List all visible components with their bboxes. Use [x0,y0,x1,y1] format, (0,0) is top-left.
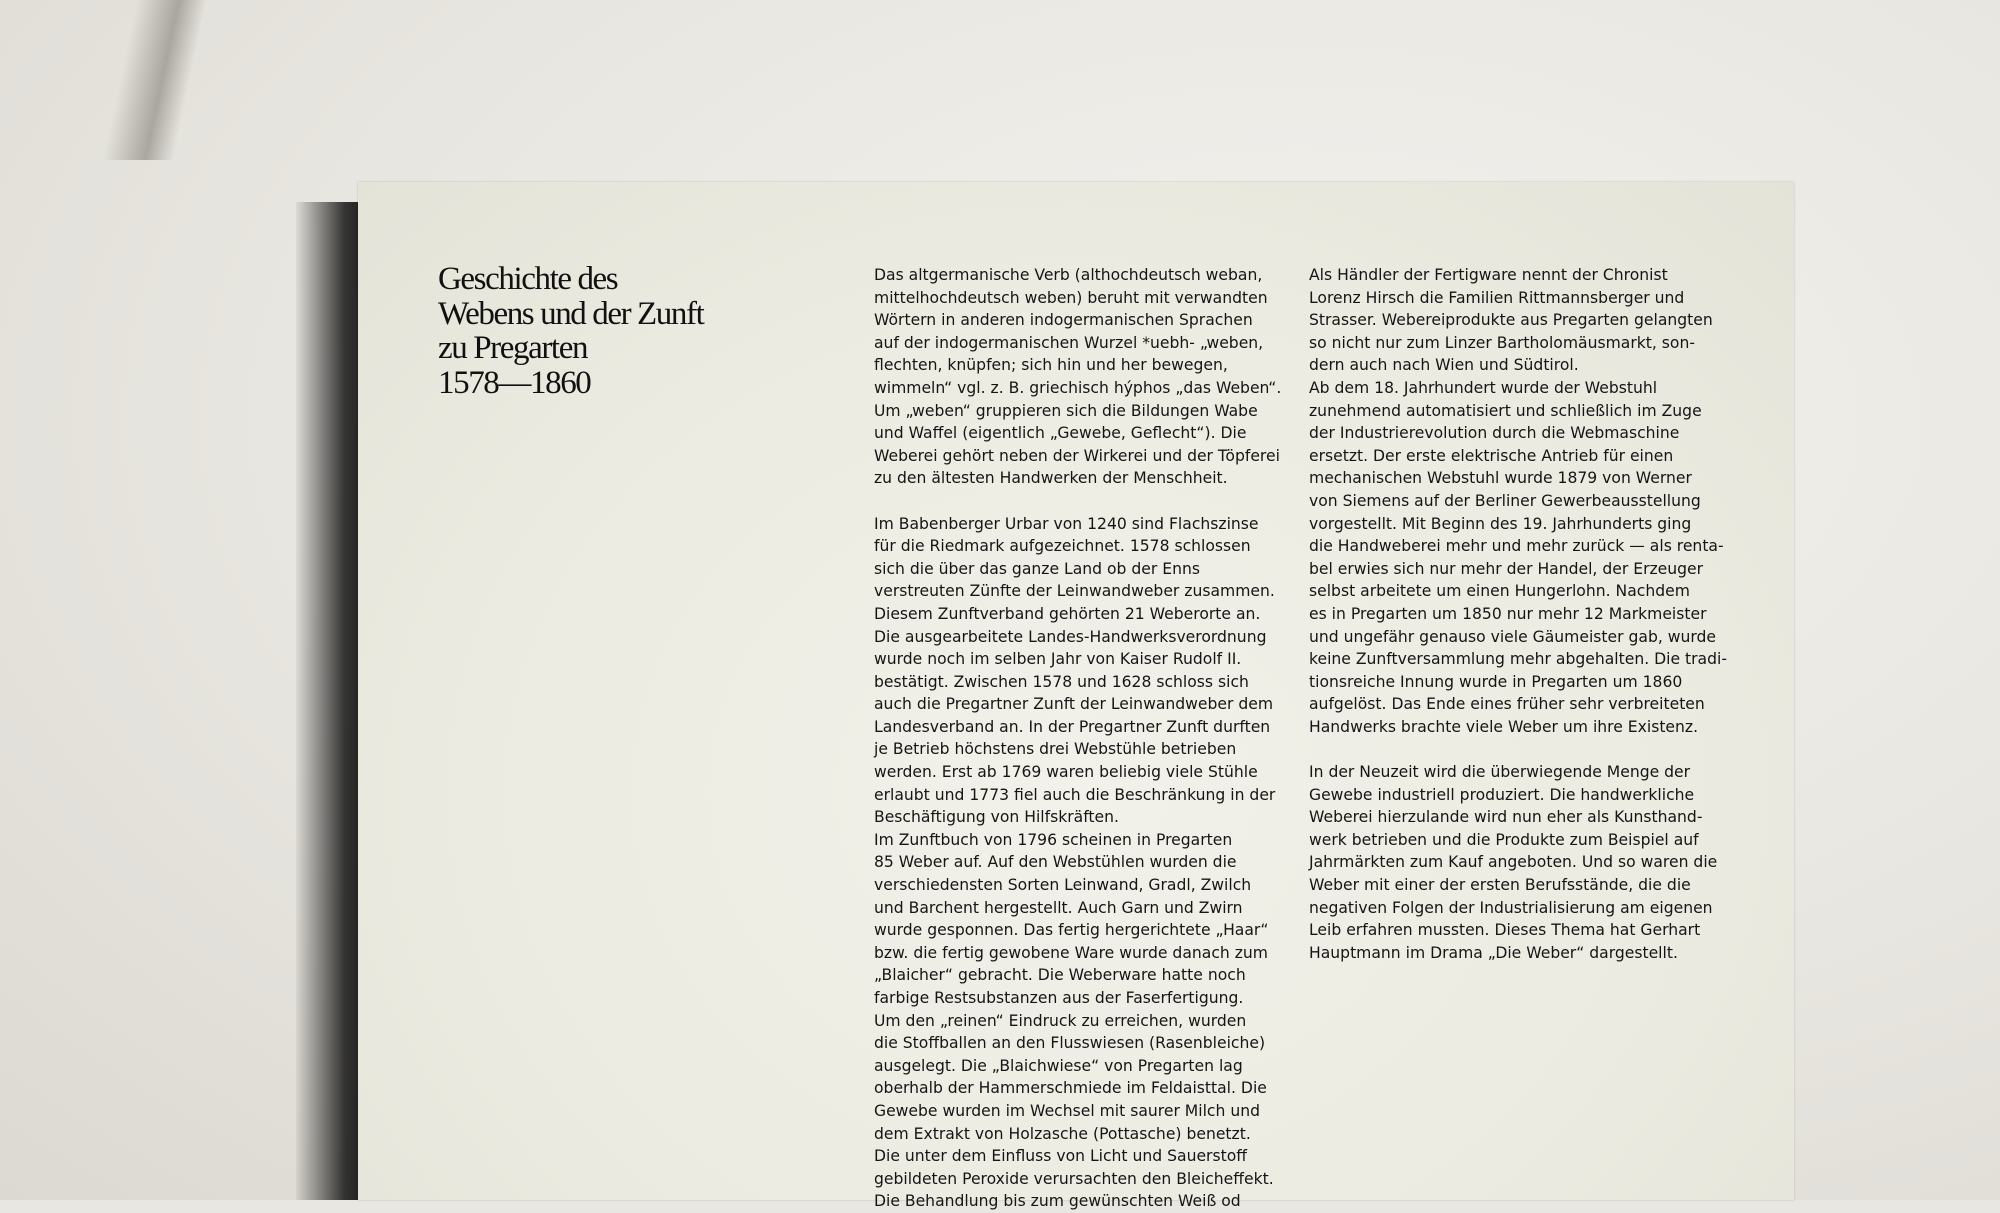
text-line [874,490,1304,513]
text-line: werk betrieben und die Produkte zum Beispiel auf [1309,830,1699,849]
text-line: Handwerks brachte viele Weber um ihre Existenz. [1309,717,1699,736]
text-line: verschiedensten Sorten Leinwand, Gradl, Zwilch [874,876,1252,895]
title-line: zu Pregarten [438,330,588,366]
text-line: Hauptmann im Drama „Die Weber“ dargestellt. [1309,943,1678,962]
text-line: bel erwies sich nur mehr der Handel, der Erzeuger [1309,559,1704,578]
text-line: Die ausgearbeitete Landes-Handwerksverordnung [874,627,1267,646]
panel-title [438,262,818,400]
text-line: Diesem Zunftverband gehörten 21 Weberorte an. [874,604,1261,623]
text-line: je Betrieb höchstens drei Webstühle betrieben [874,740,1237,759]
text-line: ausgelegt. Die „Blaichwiese“ von Pregarten lag [874,1056,1243,1075]
text-line: mittelhochdeutsch weben) beruht mit verwandten [874,288,1268,307]
text-line: sich die über das ganze Land ob der Enns [874,559,1200,578]
title-line: Webens und der Zunft [438,295,704,332]
text-line: Weberei gehört neben der Wirkerei und der Töpferei [874,446,1280,465]
text-line: vorgestellt. Mit Beginn des 19. Jahrhunderts ging [1309,514,1692,533]
text-line: und Barchent hergestellt. Auch Garn und Zwirn [874,898,1243,917]
text-line: so nicht nur zum Linzer Bartholomäusmarkt, son- [1309,333,1695,352]
text-line: selbst arbeitete um einen Hungerlohn. Nachdem [1309,582,1690,601]
text-line: der Industrierevolution durch die Webmaschine [1309,424,1680,443]
text-line: In der Neuzeit wird die überwiegende Menge der [1309,763,1691,782]
title-line: Geschichte des [438,261,618,297]
text-line: die Handweberei mehr und mehr zurück — als renta- [1309,537,1724,556]
text-line: auf der indogermanischen Wurzel *uebh- „weben, [874,333,1264,352]
text-line: Gewebe wurden im Wechsel mit saurer Milch und [874,1101,1261,1120]
text-line: und ungefähr genauso viele Gäumeister gab, wurde [1309,627,1717,646]
text-line: werden. Erst ab 1769 waren beliebig viele Stühle [874,763,1258,782]
text-line: Wörtern in anderen indogermanischen Sprachen [874,311,1253,330]
text-line [1309,738,1739,761]
board-shadow [296,202,366,1200]
text-line: Die Behandlung bis zum gewünschten Weiß od [874,1192,1241,1211]
text-line: Im Babenberger Urbar von 1240 sind Flachszinse [874,514,1259,533]
text-line: Beschäftigung von Hilfskräften. [874,808,1119,827]
text-line: oberhalb der Hammerschmiede im Feldaisttal. Die [874,1079,1267,1098]
text-line: wimmeln“ vgl. z. B. griechisch hýphos „das Weben“. [874,378,1282,397]
text-column-right [1309,264,1739,964]
text-line: Das altgermanische Verb (althochdeutsch weban, [874,266,1263,284]
title-line: 1578—1860 [438,364,591,401]
text-line: zunehmend automatisiert und schließlich im Zuge [1309,401,1702,420]
text-line: von Siemens auf der Berliner Gewerbeausstellung [1309,491,1701,510]
text-line: Als Händler der Fertigware nennt der Chronist [1309,266,1668,284]
text-line: zu den ältesten Handwerken der Menschheit. [874,469,1228,488]
text-line: aufgelöst. Das Ende eines früher sehr verbreiteten [1309,695,1705,714]
text-line: Die unter dem Einfluss von Licht und Sauerstoff [874,1147,1247,1166]
text-line: und Waffel (eigentlich „Gewebe, Geflecht“). Die [874,424,1247,443]
text-line: die Stoffballen an den Flusswiesen (Rasenbleiche) [874,1034,1266,1053]
text-line: wurde gesponnen. Das fertig hergerichtete „Haar“ [874,921,1269,940]
text-line: tionsreiche Innung wurde in Pregarten um 1860 [1309,672,1683,691]
text-line: Um „weben“ gruppieren sich die Bildungen Wabe [874,401,1258,420]
text-line: Ab dem 18. Jahrhundert wurde der Webstuhl [1309,378,1658,397]
text-line: für die Riedmark aufgezeichnet. 1578 schlossen [874,537,1251,556]
text-line: Um den „reinen“ Eindruck zu erreichen, wurden [874,1011,1247,1030]
text-line: gebildeten Peroxide verursachten den Bleicheffekt. [874,1169,1274,1188]
text-line: Lorenz Hirsch die Familien Rittmannsberger und [1309,288,1685,307]
text-line: es in Pregarten um 1850 nur mehr 12 Markmeister [1309,604,1707,623]
text-line: Im Zunftbuch von 1796 scheinen in Pregarten [874,830,1233,849]
text-line: Strasser. Webereiprodukte aus Pregarten gelangten [1309,311,1713,330]
text-line: Gewebe industriell produziert. Die handwerkliche [1309,785,1695,804]
text-column-left [874,264,1304,1213]
text-line: verstreuten Zünfte der Leinwandweber zusammen. [874,582,1275,601]
text-line: 85 Weber auf. Auf den Webstühlen wurden die [874,853,1237,872]
text-line: bzw. die fertig gewobene Ware wurde danach zum [874,943,1268,962]
text-line: ersetzt. Der erste elektrische Antrieb für einen [1309,446,1674,465]
text-line: erlaubt und 1773 fiel auch die Beschränkung in der [874,785,1276,804]
text-line: Weberei hierzulande wird nun eher als Kunsthand- [1309,808,1703,827]
text-line: keine Zunftversammlung mehr abgehalten. Die tradi- [1309,650,1727,669]
text-line: Jahrmärkten zum Kauf angeboten. Und so waren die [1309,853,1718,872]
text-line: bestätigt. Zwischen 1578 und 1628 schloss sich [874,672,1249,691]
text-line: Landesverband an. In der Pregartner Zunft durften [874,717,1271,736]
text-line: wurde noch im selben Jahr von Kaiser Rudolf II. [874,650,1242,669]
text-line: dem Extrakt von Holzasche (Pottasche) benetzt. [874,1124,1251,1143]
text-line: „Blaicher“ gebracht. Die Weberware hatte noch [874,966,1246,985]
text-line: farbige Restsubstanzen aus der Faserfertigung. [874,989,1244,1007]
text-line: mechanischen Webstuhl wurde 1879 von Werner [1309,469,1692,488]
text-line: Weber mit einer der ersten Berufsstände, die die [1309,876,1691,895]
text-line: Leib erfahren mussten. Dieses Thema hat Gerhart [1309,921,1701,940]
text-line: negativen Folgen der Industrialisierung am eigenen [1309,898,1713,917]
text-line: flechten, knüpfen; sich hin und her bewegen, [874,356,1228,375]
text-line: auch die Pregartner Zunft der Leinwandweber dem [874,695,1274,714]
text-line: dern auch nach Wien und Südtirol. [1309,356,1579,375]
